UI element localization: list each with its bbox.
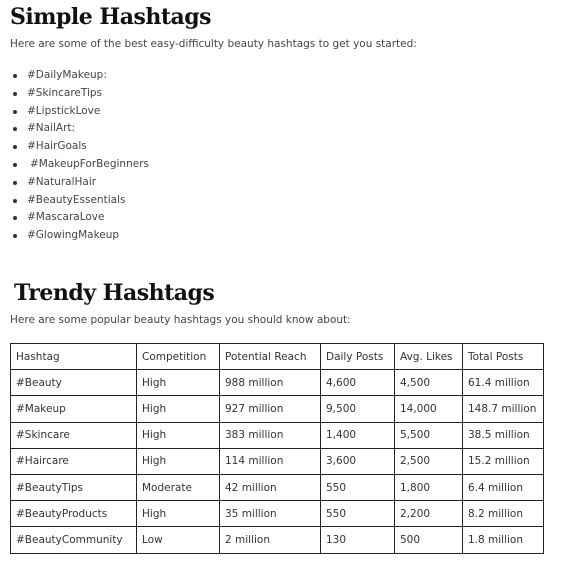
hashtag-text: #NaturalHair [27, 175, 97, 188]
table-cell: 114 million [220, 448, 321, 474]
table-cell: 4,500 [395, 370, 463, 396]
table-cell: 38.5 million [463, 422, 544, 448]
table-cell: High [137, 422, 220, 448]
table-row [11, 396, 544, 422]
table-cell: #BeautyCommunity [11, 527, 137, 553]
bullet-icon [13, 92, 17, 96]
table-cell: 550 [321, 501, 395, 527]
table-cell: Low [137, 527, 220, 553]
bullet-icon [13, 127, 17, 131]
table-row [11, 422, 544, 448]
trendy-hashtags-table [10, 343, 544, 554]
table-cell: #Beauty [11, 370, 137, 396]
table-cell: #BeautyTips [11, 474, 137, 500]
bullet-icon [13, 216, 17, 220]
table-cell: 2,200 [395, 501, 463, 527]
list-item [10, 85, 149, 103]
table-cell: 988 million [220, 370, 321, 396]
table-cell: 42 million [220, 474, 321, 500]
hashtag-text: #SkincareTips [27, 86, 103, 99]
hashtag-text: #MascaraLove [27, 211, 105, 224]
table-cell: 9,500 [321, 396, 395, 422]
table-row [11, 474, 544, 500]
table-cell: 550 [321, 474, 395, 500]
table-cell: 1,800 [395, 474, 463, 500]
bullet-icon [13, 199, 17, 203]
table-cell: 130 [321, 527, 395, 553]
list-item [10, 138, 149, 156]
list-item [10, 120, 149, 138]
trendy-hashtags-intro: Here are some popular beauty hashtags you should know about: [10, 314, 351, 326]
table-row [11, 448, 544, 474]
table-cell: 2 million [220, 527, 321, 553]
bullet-icon [13, 145, 17, 149]
table-cell: Moderate [137, 474, 220, 500]
table-header-row [11, 344, 544, 370]
list-item [10, 209, 149, 227]
table-cell: 1,400 [321, 422, 395, 448]
hashtag-text: #GlowingMakeup [27, 229, 120, 242]
table-cell: 3,600 [321, 448, 395, 474]
hashtag-text: #DailyMakeup: [27, 69, 107, 81]
list-item [10, 192, 149, 210]
table-cell: 6.4 million [463, 474, 544, 500]
hashtag-text: #LipstickLove [27, 104, 101, 117]
list-item [10, 174, 149, 192]
bullet-icon [13, 74, 17, 78]
list-item [10, 103, 149, 121]
column-header-competition: Competition [137, 344, 220, 370]
column-header-total-posts: Total Posts [463, 344, 544, 370]
table-cell: 2,500 [395, 448, 463, 474]
hashtag-text: #NailArt: [27, 122, 76, 135]
table-cell: High [137, 396, 220, 422]
bullet-icon [13, 234, 17, 238]
bullet-icon [13, 163, 17, 167]
table-cell: 35 million [220, 501, 321, 527]
column-header-avg-likes: Avg. Likes [395, 344, 463, 370]
column-header-potential-reach: Potential Reach [220, 344, 321, 370]
table-cell: 5,500 [395, 422, 463, 448]
bullet-icon [13, 181, 17, 185]
column-header-daily-posts: Daily Posts [321, 344, 395, 370]
trendy-hashtags-title: Trendy Hashtags [14, 280, 215, 306]
table-row [11, 527, 544, 553]
table-row [11, 370, 544, 396]
table-cell: High [137, 501, 220, 527]
column-header-hashtag: Hashtag [11, 344, 137, 370]
table-cell: 15.2 million [463, 448, 544, 474]
simple-hashtags-list [10, 67, 149, 245]
simple-hashtags-intro: Here are some of the best easy-difficulty beauty hashtags to get you started: [10, 38, 417, 50]
table-cell: #Haircare [11, 448, 137, 474]
hashtag-text: #BeautyEssentials [27, 193, 126, 206]
table-row [11, 501, 544, 527]
hashtag-text: #MakeupForBeginners [30, 157, 149, 170]
table-cell: #BeautyProducts [11, 501, 137, 527]
table-cell: High [137, 370, 220, 396]
bullet-icon [13, 110, 17, 114]
table-cell: 1.8 million [463, 527, 544, 553]
list-item [10, 227, 149, 245]
table-cell: 14,000 [395, 396, 463, 422]
table-cell: 4,600 [321, 370, 395, 396]
hashtag-text: #HairGoals [27, 140, 87, 153]
table-cell: #Makeup [11, 396, 137, 422]
simple-hashtags-title: Simple Hashtags [10, 4, 212, 30]
list-item [10, 156, 149, 174]
table-cell: 927 million [220, 396, 321, 422]
table-cell: 8.2 million [463, 501, 544, 527]
table-cell: 500 [395, 527, 463, 553]
list-item [10, 67, 149, 85]
table-cell: 61.4 million [463, 370, 544, 396]
table-cell: 148.7 million [463, 396, 544, 422]
table-cell: #Skincare [11, 422, 137, 448]
table-cell: High [137, 448, 220, 474]
table-cell: 383 million [220, 422, 321, 448]
